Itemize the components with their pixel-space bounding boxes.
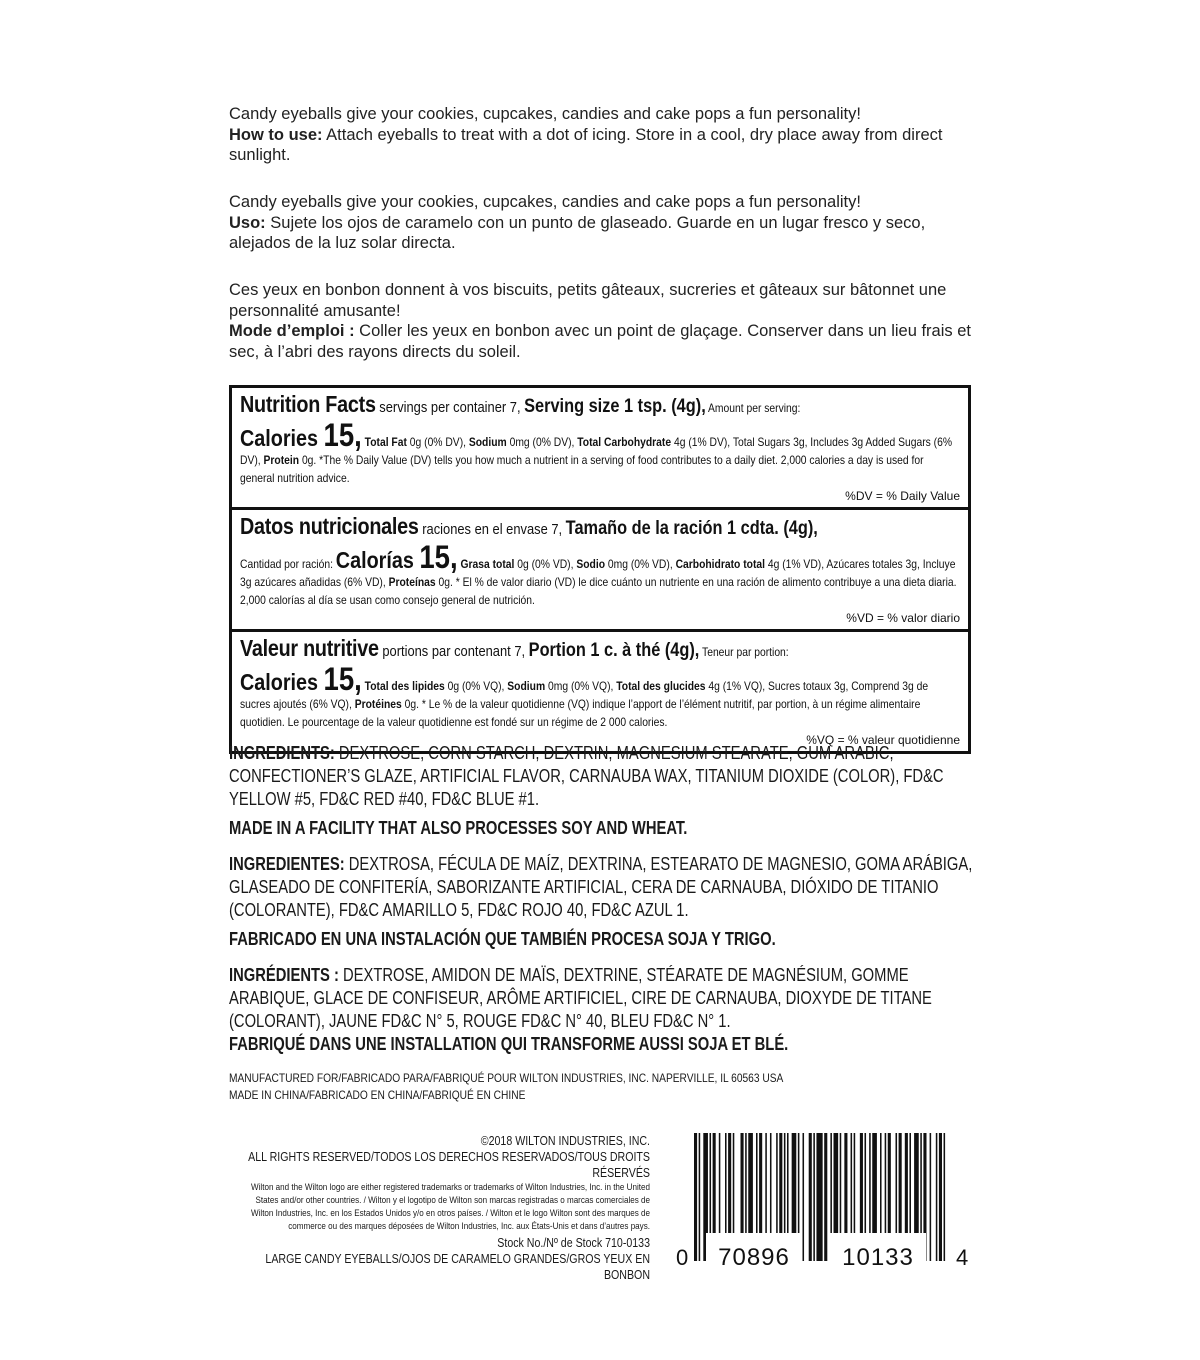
calories-value: 15, bbox=[323, 661, 362, 697]
nutrition-panel-english bbox=[232, 388, 968, 507]
servings-per-container: servings per container 7, bbox=[375, 399, 525, 416]
allergen-warning: FABRICADO EN UNA INSTALACIÓN QUE TAMBIÉN PROCESA SOJA Y TRIGO. bbox=[229, 929, 776, 949]
copyright: ©2018 WILTON INDUSTRIES, INC. bbox=[480, 1134, 650, 1148]
barcode-bar bbox=[803, 1133, 805, 1261]
sodium-label: Sodium bbox=[468, 435, 507, 449]
manufacturer-line: MANUFACTURED FOR/FABRICADO PARA/FABRIQUÉ POUR WILTON INDUSTRIES, INC. NAPERVILLE, IL 60563 USA bbox=[229, 1071, 784, 1085]
usage-text: Coller les yeux en bonbon avec un point de glaçage. Conserver dans un lieu frais et sec, à l’abri des rayons directs du soleil. bbox=[229, 322, 971, 361]
ingredients-label: INGREDIENTES: bbox=[229, 854, 345, 874]
dv-footnote bbox=[240, 487, 960, 505]
protein-label: Proteínas bbox=[388, 575, 436, 589]
dv-footnote bbox=[240, 609, 960, 627]
allergen-warning: FABRIQUÉ DANS UNE INSTALLATION QUI TRANSFORME AUSSI SOJA ET BLÉ. bbox=[229, 1034, 789, 1054]
calories-label: Calories bbox=[240, 425, 324, 451]
serving-size: Tamaño de la ración 1 cdta. (4g), bbox=[565, 518, 818, 539]
description-intro: Candy eyeballs give your cookies, cupcakes, candies and cake pops a fun personality! bbox=[229, 105, 861, 123]
amount-per-serving: Amount per serving: bbox=[705, 401, 801, 415]
barcode-left-group: 70896 bbox=[718, 1244, 790, 1271]
ingredients-list bbox=[229, 853, 989, 922]
calories-value: 15, bbox=[323, 417, 362, 453]
ingredients-spanish bbox=[229, 853, 989, 951]
protein-label: Protéines bbox=[354, 697, 402, 711]
dv-note: %VQ = % valeur quotidienne bbox=[806, 733, 960, 747]
calories-label: Calories bbox=[240, 669, 324, 695]
nutrition-header bbox=[240, 636, 958, 664]
dv-note: %VD = % valor diario bbox=[846, 611, 960, 625]
usage-label: How to use: bbox=[229, 125, 323, 144]
ingredients-text: DEXTROSE, CORN STARCH, DEXTRIN, MAGNESIUM STEARATE, GUM ARABIC, CONFECTIONER’S GLAZE, ARTIFICIAL FLAVOR, CARNAUBA WAX, TITANIUM DIOXIDE (COLOR), FD&C YELLOW #5, FD&C RED #40, FD&C BLUE #1. bbox=[229, 743, 944, 809]
carb-label: Total des glucides bbox=[616, 679, 706, 693]
barcode-bar bbox=[694, 1133, 697, 1261]
rights-reserved: ALL RIGHTS RESERVED/TODOS LOS DERECHOS RESERVADOS/TOUS DROITS RÉSERVÉS bbox=[248, 1150, 650, 1180]
nutrition-facts-box bbox=[229, 385, 971, 754]
stock-number: Stock No./Nº de Stock 710-0133 bbox=[497, 1236, 650, 1250]
ingredients-list bbox=[229, 964, 989, 1033]
carb-label: Total Carbohydrate bbox=[577, 435, 672, 449]
allergen-warning: MADE IN A FACILITY THAT ALSO PROCESSES SOY AND WHEAT. bbox=[229, 818, 688, 838]
sodium-value: 0mg (0% VD), bbox=[605, 557, 676, 571]
ingredients-list bbox=[229, 742, 989, 811]
servings-per-container: portions par contenant 7, bbox=[378, 643, 529, 660]
description-usage bbox=[229, 213, 989, 254]
barcode-bar bbox=[824, 1133, 827, 1261]
barcode-bar bbox=[809, 1133, 812, 1261]
trademark-notice: Wilton and the Wilton logo are either registered trademarks or trademarks of Wilton Industries, Inc. in the United States and/or other countries. / Wilton y el logotipo de Wilton son marcas registradas o marcas comerciales de Wilton Industries, Inc. en los Estados Unidos y/o en otros países. / Wilton et le logo Wilton sont des marques de commerce ou des marques déposées de Wilton Industries, Inc. aux États-Unis et dans d’autres pays. bbox=[250, 1182, 650, 1232]
ingredients-text: DEXTROSE, AMIDON DE MAÏS, DEXTRINE, STÉARATE DE MAGNÉSIUM, GOMME ARABIQUE, GLACE DE CONFISEUR, ARÔME ARTIFICIEL, CIRE DE CARNAUBA, DIOXYDE DE TITANE (COLORANT), JAUNE FD&C N° 5, ROUGE FD&C N° 40, BLEU FD&C N° 1. bbox=[229, 965, 932, 1031]
amount-per-serving: Teneur par portion: bbox=[699, 645, 789, 659]
sodium-label: Sodium bbox=[507, 679, 546, 693]
description-usage bbox=[229, 125, 989, 166]
barcode-bar bbox=[936, 1133, 938, 1261]
servings-per-container: raciones en el envase 7, bbox=[418, 521, 566, 538]
carb-value: 4g (1% VQ), Sucres totaux 3g, Comprend 3g de sucres ajoutés (6% VQ), bbox=[240, 679, 929, 711]
ingredients-label: INGREDIENTS: bbox=[229, 743, 335, 763]
usage-text: Sujete los ojos de caramelo con un punto de glaseado. Guarde en un lugar fresco y seco, alejados de la luz solar directa. bbox=[229, 213, 926, 252]
fat-value: 0g (0% VQ), bbox=[444, 679, 508, 693]
fat-label: Grasa total bbox=[457, 557, 515, 571]
protein-label: Protein bbox=[263, 453, 300, 467]
barcode-bar bbox=[930, 1133, 932, 1261]
calories-value: 15, bbox=[419, 539, 458, 575]
sodium-label: Sodio bbox=[576, 557, 606, 571]
fat-value: 0g (0% VD), bbox=[514, 557, 577, 571]
calories-label: Calorías bbox=[335, 547, 420, 573]
manufacturer-info bbox=[229, 1070, 824, 1104]
description-intro: Candy eyeballs give your cookies, cupcakes, candies and cake pops a fun personality! bbox=[229, 193, 861, 211]
fat-label: Total des lipides bbox=[361, 679, 445, 693]
usage-label: Uso: bbox=[229, 213, 266, 232]
carb-label: Carbohidrato total bbox=[675, 557, 766, 571]
fat-label: Total Fat bbox=[361, 435, 407, 449]
product-name: LARGE CANDY EYEBALLS/OJOS DE CARAMELO GRANDES/GROS YEUX EN BONBON bbox=[265, 1252, 650, 1282]
nutrition-header bbox=[240, 514, 958, 542]
barcode-leading-digit: 0 bbox=[676, 1245, 689, 1270]
protein-value: 0g. * El % de valor diario (VD) le dice cuánto un nutriente en una ración de alimento contribuye a una dieta diaria. 2,000 calorías al día se usan como consejo general de nutrición. bbox=[240, 575, 957, 607]
upc-barcode bbox=[668, 1133, 970, 1273]
description-intro: Ces yeux en bonbon donnent à vos biscuits, petits gâteaux, sucreries et gâteaux sur bâtonnet une personnalité amusante! bbox=[229, 281, 947, 320]
usage-label: Mode d’emploi : bbox=[229, 322, 355, 340]
product-stock-info bbox=[170, 1235, 650, 1283]
barcode-right-group: 10133 bbox=[842, 1244, 914, 1271]
usage-text: Attach eyeballs to treat with a dot of icing. Store in a cool, dry place away from direct sunlight. bbox=[229, 125, 943, 164]
nutrition-title: Datos nutricionales bbox=[240, 513, 419, 539]
barcode-bar bbox=[944, 1133, 946, 1261]
description-english bbox=[229, 104, 989, 166]
ingredients-text: DEXTROSA, FÉCULA DE MAÍZ, DEXTRINA, ESTEARATO DE MAGNESIO, GOMA ARÁBIGA, GLASEADO DE CONFITERÍA, SABORIZANTE ARTIFICIAL, CERA DE CARNAUBA, DIÓXIDO DE TITANIO (COLORANTE), FD&C AMARILLO 5, FD&C ROJO 40, FD&C AZUL 1. bbox=[229, 854, 973, 920]
ingredients-label: INGRÉDIENTS : bbox=[229, 965, 339, 985]
barcode-bar bbox=[813, 1133, 815, 1261]
protein-value: 0g. *The % Daily Value (DV) tells you how much a nutrient in a serving of food contributes to a daily diet. 2,000 calories a day is used for general nutrition advice. bbox=[240, 453, 924, 485]
description-spanish bbox=[229, 192, 989, 254]
nutrition-title: Valeur nutritive bbox=[240, 635, 379, 661]
barcode-bar bbox=[816, 1133, 822, 1261]
nutrition-header bbox=[240, 392, 958, 420]
serving-size: Serving size 1 tsp. (4g), bbox=[524, 396, 706, 417]
nutrition-details bbox=[240, 539, 958, 609]
nutrition-title: Nutrition Facts bbox=[240, 391, 376, 417]
sodium-value: 0mg (0% VQ), bbox=[545, 679, 617, 693]
barcode-bar bbox=[699, 1133, 701, 1261]
nutrition-details bbox=[240, 417, 958, 487]
serving-size: Portion 1 c. à thé (4g), bbox=[528, 640, 700, 661]
ingredients-english bbox=[229, 742, 989, 840]
description-usage bbox=[229, 321, 989, 362]
barcode-check-digit: 4 bbox=[956, 1245, 969, 1270]
carb-value: 4g (1% DV), Total Sugars 3g, Includes 3g Added Sugars (6% DV), bbox=[240, 435, 953, 467]
protein-value: 0g. * Le % de la valeur quotidienne (VQ) indique l’apport de l’élément nutritif, par portion, à un régime alimentaire quotidien. Le pourcentage de la valeur quotidienne est fondé sur un régime de 2 000 calories. bbox=[240, 697, 921, 729]
legal-info bbox=[170, 1133, 650, 1233]
barcode-bar bbox=[939, 1133, 942, 1261]
nutrition-panel-spanish bbox=[232, 507, 968, 629]
dv-note: %DV = % Daily Value bbox=[845, 489, 960, 503]
ingredients-french bbox=[229, 964, 989, 1056]
amount-per-serving: Cantidad por ración: bbox=[240, 557, 336, 571]
description-french bbox=[229, 280, 989, 362]
carb-value: 4g (1% VD), Azúcares totales 3g, Incluye 3g azúcares añadidas (6% VD), bbox=[240, 557, 956, 589]
sodium-value: 0mg (0% DV), bbox=[506, 435, 578, 449]
nutrition-details bbox=[240, 661, 958, 731]
origin-line: MADE IN CHINA/FABRICADO EN CHINA/FABRIQUÉ EN CHINE bbox=[229, 1088, 526, 1102]
nutrition-panel-french bbox=[232, 629, 968, 751]
fat-value: 0g (0% DV), bbox=[406, 435, 469, 449]
